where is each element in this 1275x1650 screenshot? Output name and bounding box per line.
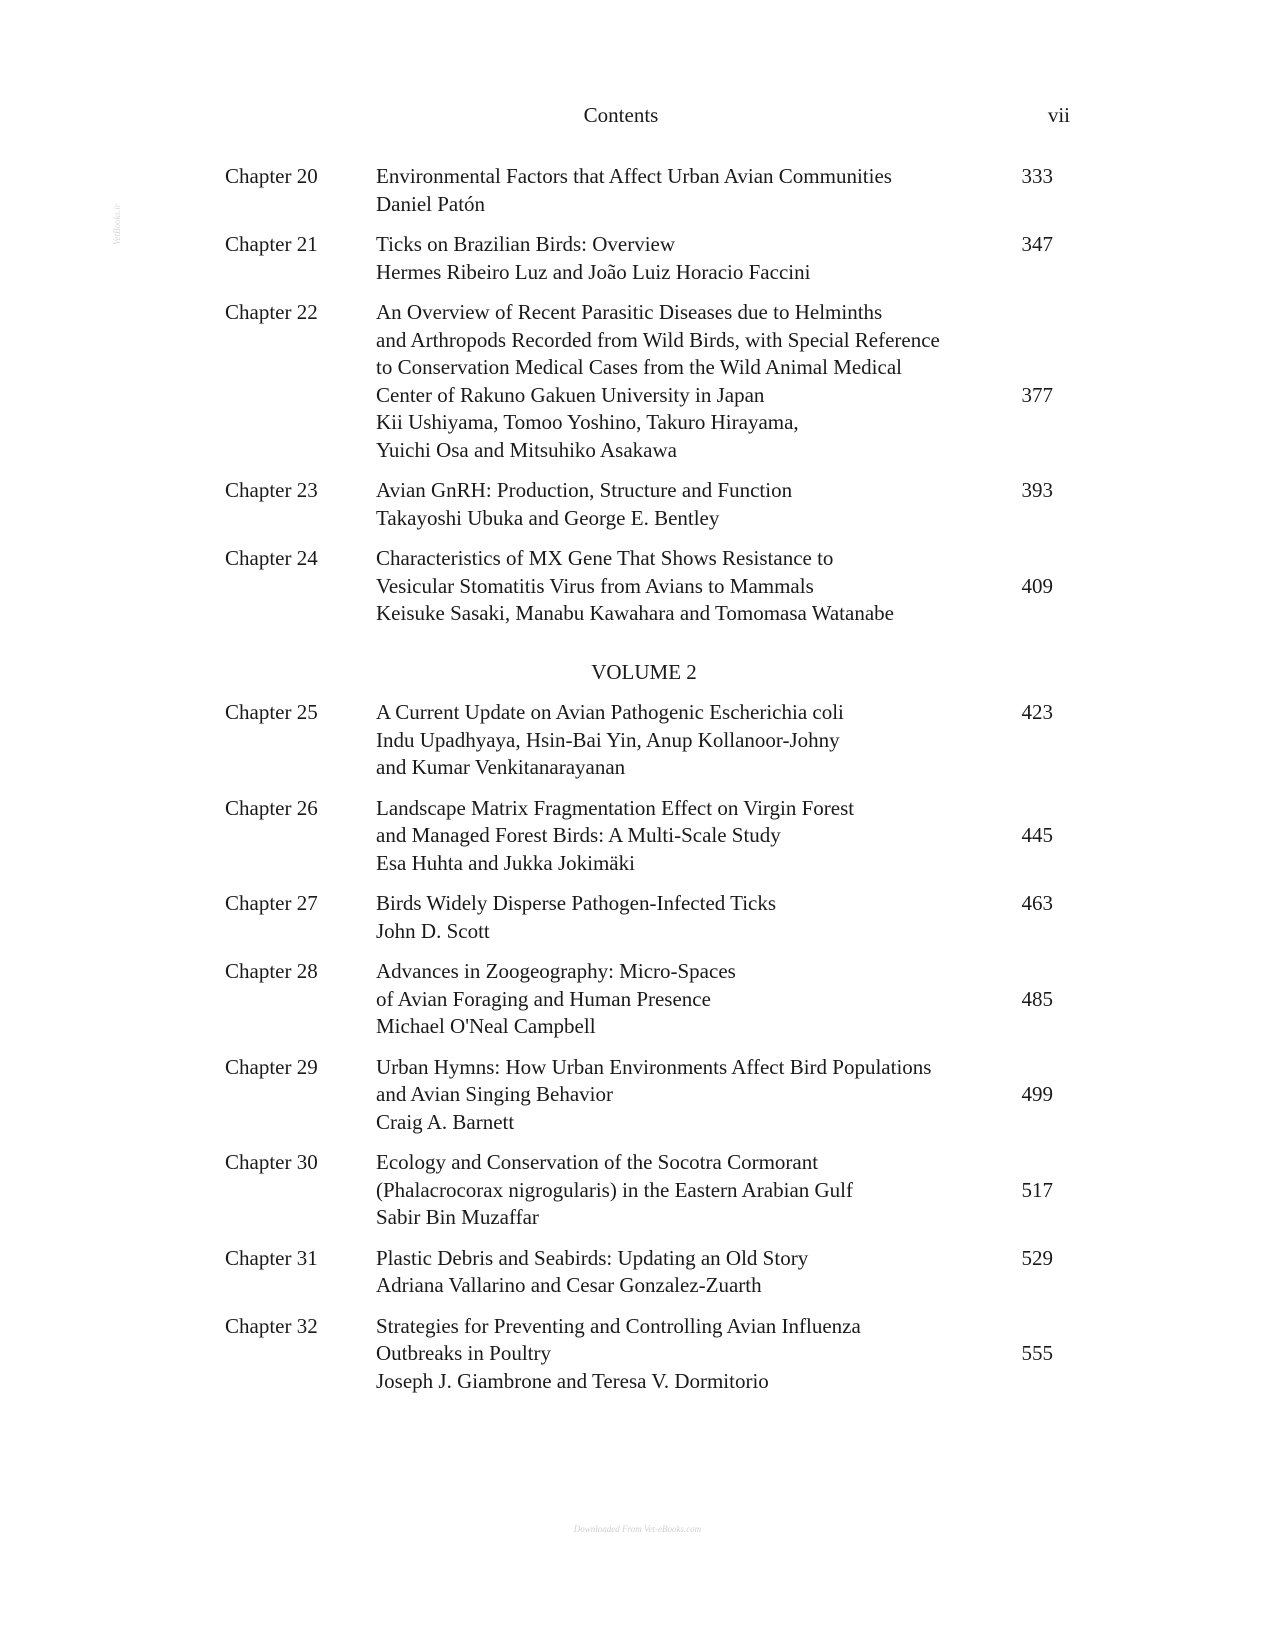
chapter-text-line: Landscape Matrix Fragmentation Effect on Virgin Forest xyxy=(376,795,855,820)
toc-entry xyxy=(0,1054,1275,1137)
chapter-text-line: Avian GnRH: Production, Structure and Function xyxy=(376,478,793,502)
chapter-text-line: Characteristics of MX Gene That Shows Resistance to xyxy=(376,546,834,570)
volume-heading xyxy=(0,659,1275,687)
chapter-text-line: Center of Rakuno Gakuen University in Japan xyxy=(376,382,765,407)
chapter-label: Chapter 21 xyxy=(225,232,318,256)
chapter-label: Chapter 31 xyxy=(225,1245,318,1270)
chapter-text-line: Craig A. Barnett xyxy=(376,1109,515,1134)
chapter-title-block xyxy=(376,231,996,286)
chapter-page-number: 485 xyxy=(1021,986,1053,1011)
chapter-text-line: Adriana Vallarino and Cesar Gonzalez-Zuarth xyxy=(376,1273,762,1297)
chapter-page-number: 423 xyxy=(1021,700,1053,724)
contents-part-1 xyxy=(0,163,1275,628)
chapter-title-block xyxy=(376,890,996,945)
chapter-text-line: (Phalacrocorax nigrogularis) in the Eastern Arabian Gulf xyxy=(376,1177,854,1202)
chapter-label: Chapter 30 xyxy=(225,1150,318,1174)
toc-entry xyxy=(0,699,1275,782)
chapter-text-line: and Managed Forest Birds: A Multi-Scale Study xyxy=(376,823,781,847)
toc-entry xyxy=(0,231,1275,286)
toc-entry xyxy=(0,477,1275,532)
chapter-page-number: 529 xyxy=(1021,1245,1053,1270)
side-watermark: VetBooks.ir xyxy=(112,203,122,245)
chapter-text-line: Ticks on Brazilian Birds: Overview xyxy=(376,232,676,256)
chapter-label: Chapter 26 xyxy=(225,795,318,820)
chapter-label: Chapter 32 xyxy=(225,1313,318,1338)
chapter-text-line: Advances in Zoogeography: Micro-Spaces xyxy=(376,959,736,983)
chapter-title-block xyxy=(376,1054,996,1137)
chapter-label: Chapter 25 xyxy=(225,700,318,724)
chapter-text-line: Plastic Debris and Seabirds: Updating an Old Story xyxy=(376,1245,809,1270)
contents-list xyxy=(0,163,1275,1408)
chapter-text-line: Keisuke Sasaki, Manabu Kawahara and Tomomasa Watanabe xyxy=(376,601,894,625)
chapter-text-line: Outbreaks in Poultry xyxy=(376,1341,551,1365)
chapter-text-line: Environmental Factors that Affect Urban Avian Communities xyxy=(376,164,892,188)
chapter-label: Chapter 22 xyxy=(225,300,318,324)
chapter-page-number: 409 xyxy=(1021,573,1053,598)
chapter-title-block xyxy=(376,545,996,628)
footer-watermark: Downloaded From Vet-eBooks.com xyxy=(573,1524,702,1534)
chapter-page-number: 377 xyxy=(1021,382,1053,407)
chapter-text-line: Sabir Bin Muzaffar xyxy=(376,1205,539,1229)
toc-entry xyxy=(0,299,1275,464)
chapter-label: Chapter 28 xyxy=(225,959,318,983)
chapter-text-line: Strategies for Preventing and Controlling Avian Influenza xyxy=(376,1313,861,1338)
chapter-text-line: Joseph J. Giambrone and Teresa V. Dormitorio xyxy=(376,1368,769,1393)
chapter-text-line: John D. Scott xyxy=(376,918,490,943)
chapter-title-block xyxy=(376,1313,996,1396)
chapter-label: Chapter 20 xyxy=(225,164,318,188)
chapter-text-line: and Arthropods Recorded from Wild Birds, with Special Reference xyxy=(376,327,940,352)
chapter-text-line: of Avian Foraging and Human Presence xyxy=(376,986,711,1011)
chapter-text-line: and Avian Singing Behavior xyxy=(376,1082,613,1106)
chapter-title-block xyxy=(376,299,996,464)
chapter-page-number: 445 xyxy=(1021,823,1053,847)
chapter-title-block xyxy=(376,163,996,218)
chapter-text-line: Esa Huhta and Jukka Jokimäki xyxy=(376,850,635,875)
chapter-title-block xyxy=(376,1245,996,1300)
chapter-text-line: Takayoshi Ubuka and George E. Bentley xyxy=(376,505,720,530)
chapter-title-block xyxy=(376,1149,996,1232)
chapter-page-number: 517 xyxy=(1021,1177,1053,1202)
chapter-text-line: Vesicular Stomatitis Virus from Avians to Mammals xyxy=(376,573,814,598)
chapter-text-line: Daniel Patón xyxy=(376,191,486,216)
chapter-title-block xyxy=(376,699,996,782)
chapter-page-number: 555 xyxy=(1021,1341,1053,1365)
chapter-text-line: A Current Update on Avian Pathogenic Escherichia coli xyxy=(376,700,844,724)
chapter-text-line: Yuichi Osa and Mitsuhiko Asakawa xyxy=(376,437,677,462)
toc-entry xyxy=(0,545,1275,628)
running-header xyxy=(0,103,1275,133)
chapter-label: Chapter 23 xyxy=(225,478,318,502)
chapter-text-line: Michael O'Neal Campbell xyxy=(376,1014,596,1038)
chapter-page-number: 463 xyxy=(1021,891,1053,915)
chapter-title-block xyxy=(376,958,996,1041)
chapter-text-line: Ecology and Conservation of the Socotra Cormorant xyxy=(376,1150,819,1174)
contents-part-2 xyxy=(0,699,1275,1395)
chapter-title-block xyxy=(376,477,996,532)
chapter-text-line: Indu Upadhyaya, Hsin-Bai Yin, Anup Kollanoor-Johny xyxy=(376,727,840,752)
toc-entry xyxy=(0,890,1275,945)
chapter-page-number: 393 xyxy=(1021,478,1053,502)
chapter-page-number: 347 xyxy=(1021,232,1053,256)
chapter-label: Chapter 27 xyxy=(225,891,318,915)
volume-heading-text: VOLUME 2 xyxy=(591,659,697,684)
chapter-page-number: 333 xyxy=(1021,164,1053,188)
chapter-title-block xyxy=(376,795,996,878)
chapter-text-line: Kii Ushiyama, Tomoo Yoshino, Takuro Hirayama, xyxy=(376,410,799,434)
chapter-text-line: Urban Hymns: How Urban Environments Affect Bird Populations xyxy=(376,1054,932,1079)
chapter-label: Chapter 24 xyxy=(225,546,318,570)
chapter-text-line: to Conservation Medical Cases from the Wild Animal Medical xyxy=(376,355,902,379)
toc-entry xyxy=(0,958,1275,1041)
toc-entry xyxy=(0,163,1275,218)
toc-entry xyxy=(0,1245,1275,1300)
toc-entry xyxy=(0,795,1275,878)
running-header-title: Contents xyxy=(583,103,659,127)
chapter-page-number: 499 xyxy=(1021,1082,1053,1106)
chapter-text-line: An Overview of Recent Parasitic Diseases due to Helminths xyxy=(376,300,883,324)
chapter-label: Chapter 29 xyxy=(225,1054,318,1079)
chapter-text-line: and Kumar Venkitanarayanan xyxy=(376,755,626,779)
chapter-text-line: Birds Widely Disperse Pathogen-Infected Ticks xyxy=(376,891,777,915)
toc-entry xyxy=(0,1313,1275,1396)
chapter-text-line: Hermes Ribeiro Luz and João Luiz Horacio Faccini xyxy=(376,259,811,284)
toc-entry xyxy=(0,1149,1275,1232)
page-number: vii xyxy=(1047,103,1070,127)
